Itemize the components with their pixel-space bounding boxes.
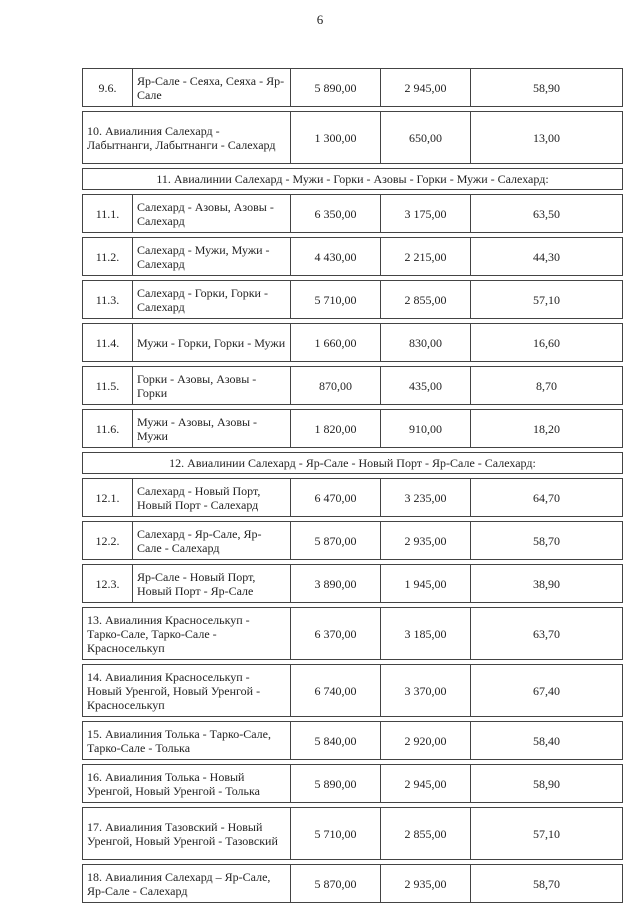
price-cell-c2: 910,00 [381,410,471,448]
row-number: 12.3. [83,565,133,603]
price-cell-c1: 6 350,00 [291,195,381,233]
table-row [83,367,623,405]
price-cell-c3: 64,70 [471,479,623,517]
price-cell-c3: 58,70 [471,865,623,903]
price-cell-c3: 67,40 [471,665,623,717]
price-cell-c3: 18,20 [471,410,623,448]
price-cell-c1: 1 820,00 [291,410,381,448]
table-row [83,324,623,362]
table-row [83,69,623,107]
price-cell-c2: 3 185,00 [381,608,471,660]
table-row [83,195,623,233]
section-row [83,453,623,474]
price-cell-c2: 2 935,00 [381,522,471,560]
table-row [83,608,623,660]
table-row [83,112,623,164]
price-cell-c2: 2 920,00 [381,722,471,760]
price-cell-c3: 58,40 [471,722,623,760]
row-number: 9.6. [83,69,133,107]
route-name: 14. Авиалиния Красноселькуп - Новый Уренгой, Новый Уренгой - Красноселькуп [83,665,291,717]
price-cell-c3: 58,90 [471,765,623,803]
row-number: 11.2. [83,238,133,276]
route-name: Салехард - Азовы, Азовы - Салехард [133,195,291,233]
route-name: Салехард - Мужи, Мужи - Салехард [133,238,291,276]
price-cell-c2: 2 855,00 [381,281,471,319]
page-number: 6 [316,12,324,27]
price-cell-c2: 830,00 [381,324,471,362]
price-cell-c2: 2 945,00 [381,69,471,107]
table-row [83,765,623,803]
route-name: Яр-Сале - Сеяха, Сеяха - Яр-Сале [133,69,291,107]
section-title: 11. Авиалинии Салехард - Мужи - Горки - Азовы - Горки - Мужи - Салехард: [83,169,623,190]
row-number: 11.4. [83,324,133,362]
price-cell-c2: 2 855,00 [381,808,471,860]
price-cell-c2: 3 370,00 [381,665,471,717]
price-cell-c3: 57,10 [471,281,623,319]
route-name: Салехард - Новый Порт, Новый Порт - Салехард [133,479,291,517]
table-row [83,722,623,760]
route-name: Салехард - Горки, Горки - Салехард [133,281,291,319]
price-cell-c1: 870,00 [291,367,381,405]
price-cell-c2: 2 935,00 [381,865,471,903]
price-cell-c1: 5 870,00 [291,522,381,560]
price-cell-c3: 13,00 [471,112,623,164]
price-cell-c1: 5 870,00 [291,865,381,903]
price-cell-c1: 4 430,00 [291,238,381,276]
price-cell-c1: 1 300,00 [291,112,381,164]
price-cell-c2: 3 175,00 [381,195,471,233]
route-name: 10. Авиалиния Салехард - Лабытнанги, Лабытнанги - Салехард [83,112,291,164]
price-cell-c2: 435,00 [381,367,471,405]
table-row [83,808,623,860]
route-name: Горки - Азовы, Азовы - Горки [133,367,291,405]
price-cell-c1: 5 710,00 [291,281,381,319]
price-cell-c1: 6 470,00 [291,479,381,517]
route-name: 18. Авиалиния Салехард – Яр-Сале, Яр-Сале - Салехард [83,865,291,903]
price-cell-c3: 57,10 [471,808,623,860]
price-cell-c2: 1 945,00 [381,565,471,603]
table-row [83,565,623,603]
price-cell-c3: 58,70 [471,522,623,560]
price-cell-c3: 58,90 [471,69,623,107]
table-row [83,522,623,560]
section-row [83,169,623,190]
price-cell-c1: 5 710,00 [291,808,381,860]
row-number: 11.3. [83,281,133,319]
price-cell-c1: 6 740,00 [291,665,381,717]
price-cell-c3: 8,70 [471,367,623,405]
row-number: 11.1. [83,195,133,233]
price-cell-c2: 650,00 [381,112,471,164]
section-title: 12. Авиалинии Салехард - Яр-Сале - Новый Порт - Яр-Сале - Салехард: [83,453,623,474]
price-cell-c1: 5 890,00 [291,765,381,803]
price-cell-c1: 5 890,00 [291,69,381,107]
price-cell-c2: 2 215,00 [381,238,471,276]
price-cell-c3: 63,70 [471,608,623,660]
price-cell-c1: 1 660,00 [291,324,381,362]
price-cell-c2: 2 945,00 [381,765,471,803]
price-cell-c3: 44,30 [471,238,623,276]
table-row [83,281,623,319]
price-cell-c3: 16,60 [471,324,623,362]
route-name: Мужи - Горки, Горки - Мужи [133,324,291,362]
route-name: 13. Авиалиния Красноселькуп - Тарко-Сале, Тарко-Сале - Красноселькуп [83,608,291,660]
route-name: Мужи - Азовы, Азовы - Мужи [133,410,291,448]
price-cell-c1: 3 890,00 [291,565,381,603]
row-number: 12.2. [83,522,133,560]
table-row [83,479,623,517]
row-number: 11.5. [83,367,133,405]
row-number: 11.6. [83,410,133,448]
route-name: 15. Авиалиния Толька - Тарко-Сале, Тарко-Сале - Толька [83,722,291,760]
table-row [83,665,623,717]
price-cell-c1: 5 840,00 [291,722,381,760]
price-cell-c1: 6 370,00 [291,608,381,660]
route-name: 16. Авиалиния Толька - Новый Уренгой, Новый Уренгой - Толька [83,765,291,803]
route-name: Салехард - Яр-Сале, Яр-Сале - Салехард [133,522,291,560]
table-row [83,865,623,903]
table-row [83,410,623,448]
row-number: 12.1. [83,479,133,517]
route-name: 17. Авиалиния Тазовский - Новый Уренгой, Новый Уренгой - Тазовский [83,808,291,860]
table-row [83,238,623,276]
route-name: Яр-Сале - Новый Порт, Новый Порт - Яр-Сале [133,565,291,603]
price-cell-c3: 38,90 [471,565,623,603]
price-cell-c3: 63,50 [471,195,623,233]
tariff-table [82,68,623,903]
price-cell-c2: 3 235,00 [381,479,471,517]
